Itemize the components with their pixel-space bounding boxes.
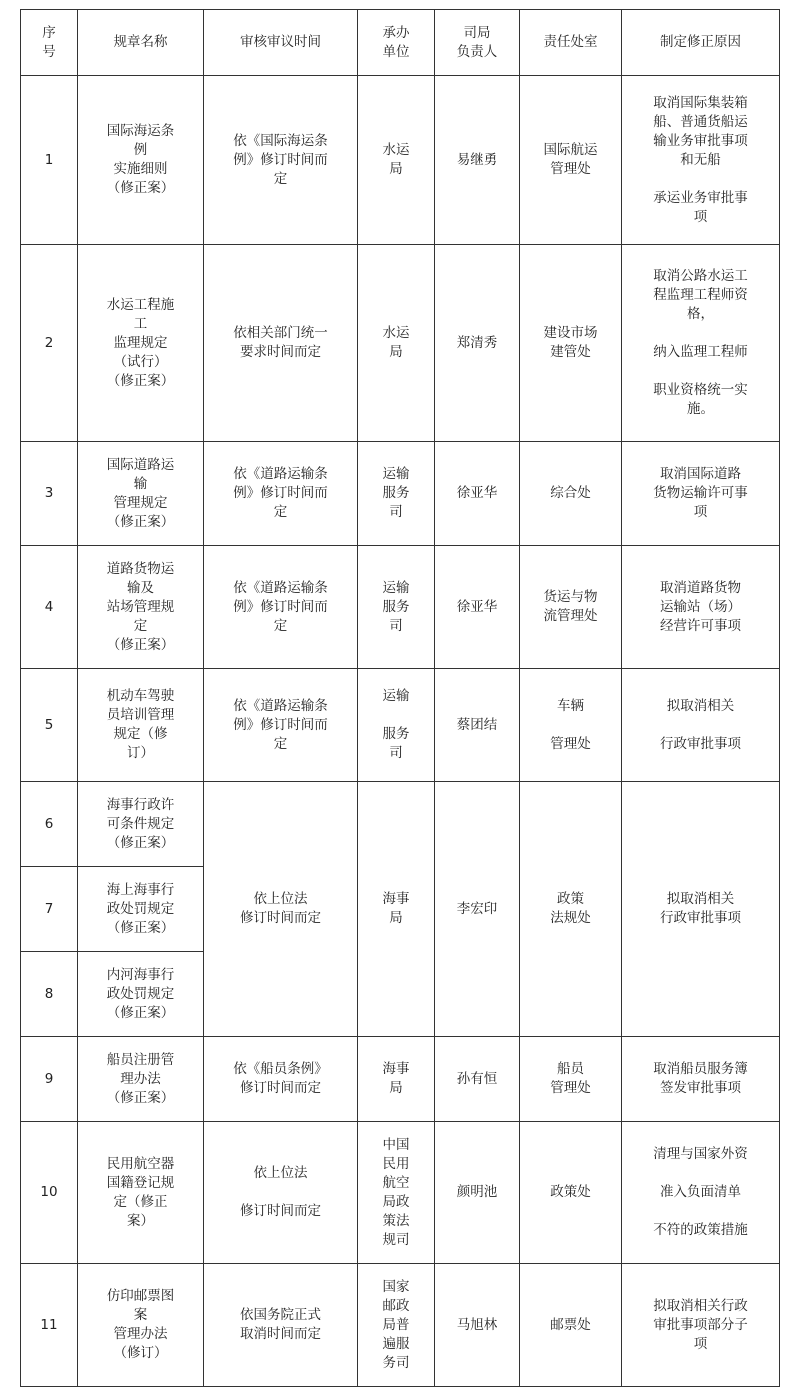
col-header-office: 责任处室 [520,10,622,76]
row-reason: 取消船员服务簿 签发审批事项 [622,1037,780,1122]
row-no: 11 [21,1264,78,1387]
merged-office: 政策 法规处 [520,782,622,1037]
table-row [21,245,780,442]
row-name: 道路货物运 输及 站场管理规 定 （修正案） [78,546,204,669]
table-row [21,442,780,546]
row-owner: 蔡团结 [435,669,520,782]
row-no: 9 [21,1037,78,1122]
regulations-table [20,9,780,1387]
row-time: 依国务院正式 取消时间而定 [204,1264,358,1387]
row-reason: 拟取消相关行政 审批事项部分子 项 [622,1264,780,1387]
col-header-time: 审核审议时间 [204,10,358,76]
row-owner: 孙有恒 [435,1037,520,1122]
row-reason: 取消公路水运工 程监理工程师资 格， 纳入监理工程师 职业资格统一实 施。 [622,245,780,442]
row-reason: 取消道路货物 运输站（场） 经营许可事项 [622,546,780,669]
row-unit: 运输 服务 司 [358,442,435,546]
row-time: 依《道路运输条 例》修订时间而 定 [204,442,358,546]
row-no: 3 [21,442,78,546]
row-owner: 易继勇 [435,76,520,245]
row-time: 依《道路运输条 例》修订时间而 定 [204,546,358,669]
row-no: 6 [21,782,78,867]
row-name: 国际海运条 例 实施细则 （修正案） [78,76,204,245]
row-reason: 拟取消相关 行政审批事项 [622,669,780,782]
merged-reason: 拟取消相关 行政审批事项 [622,782,780,1037]
row-no: 8 [21,952,78,1037]
row-office: 综合处 [520,442,622,546]
row-owner: 徐亚华 [435,546,520,669]
merged-owner: 李宏印 [435,782,520,1037]
row-office: 车辆 管理处 [520,669,622,782]
row-unit: 国家 邮政 局普 遍服 务司 [358,1264,435,1387]
row-name: 机动车驾驶 员培训管理 规定（修 订） [78,669,204,782]
row-no: 2 [21,245,78,442]
merged-time: 依上位法 修订时间而定 [204,782,358,1037]
row-no: 7 [21,867,78,952]
header-row [21,10,780,76]
col-header-unit: 承办 单位 [358,10,435,76]
row-owner: 徐亚华 [435,442,520,546]
row-reason: 取消国际道路 货物运输许可事 项 [622,442,780,546]
row-office: 船员 管理处 [520,1037,622,1122]
row-office: 货运与物 流管理处 [520,546,622,669]
row-unit: 中国 民用 航空 局政 策法 规司 [358,1122,435,1264]
row-unit: 水运 局 [358,76,435,245]
table-row [21,1122,780,1264]
row-office: 政策处 [520,1122,622,1264]
col-header-owner: 司局 负责人 [435,10,520,76]
row-reason: 清理与国家外资 准入负面清单 不符的政策措施 [622,1122,780,1264]
row-office: 邮票处 [520,1264,622,1387]
row-no: 1 [21,76,78,245]
col-header-name: 规章名称 [78,10,204,76]
row-reason: 取消国际集装箱 船、普通货船运 输业务审批事项 和无船 承运业务审批事 项 [622,76,780,245]
row-unit: 水运 局 [358,245,435,442]
row-time: 依《道路运输条 例》修订时间而 定 [204,669,358,782]
col-header-reason: 制定修正原因 [622,10,780,76]
row-name: 仿印邮票图 案 管理办法 （修订） [78,1264,204,1387]
table-row [21,1037,780,1122]
row-owner: 郑清秀 [435,245,520,442]
table-row [21,669,780,782]
table-row [21,76,780,245]
row-time: 依上位法 修订时间而定 [204,1122,358,1264]
row-no: 5 [21,669,78,782]
row-name: 水运工程施 工 监理规定 （试行） （修正案） [78,245,204,442]
row-name: 船员注册管 理办法 （修正案） [78,1037,204,1122]
row-owner: 马旭林 [435,1264,520,1387]
row-name: 国际道路运 输 管理规定 （修正案） [78,442,204,546]
merged-unit: 海事 局 [358,782,435,1037]
row-no: 4 [21,546,78,669]
row-unit: 运输 服务 司 [358,546,435,669]
table-row [21,782,780,867]
row-unit: 海事 局 [358,1037,435,1122]
row-name: 海事行政许 可条件规定 （修正案） [78,782,204,867]
row-name: 内河海事行 政处罚规定 （修正案） [78,952,204,1037]
row-time: 依《船员条例》 修订时间而定 [204,1037,358,1122]
row-unit: 运输 服务 司 [358,669,435,782]
row-time: 依《国际海运条 例》修订时间而 定 [204,76,358,245]
row-no: 10 [21,1122,78,1264]
row-name: 民用航空器 国籍登记规 定（修正 案） [78,1122,204,1264]
row-office: 国际航运 管理处 [520,76,622,245]
col-header-no: 序 号 [21,10,78,76]
row-name: 海上海事行 政处罚规定 （修正案） [78,867,204,952]
row-time: 依相关部门统一 要求时间而定 [204,245,358,442]
table-row [21,1264,780,1387]
table-row [21,546,780,669]
row-owner: 颜明池 [435,1122,520,1264]
row-office: 建设市场 建管处 [520,245,622,442]
